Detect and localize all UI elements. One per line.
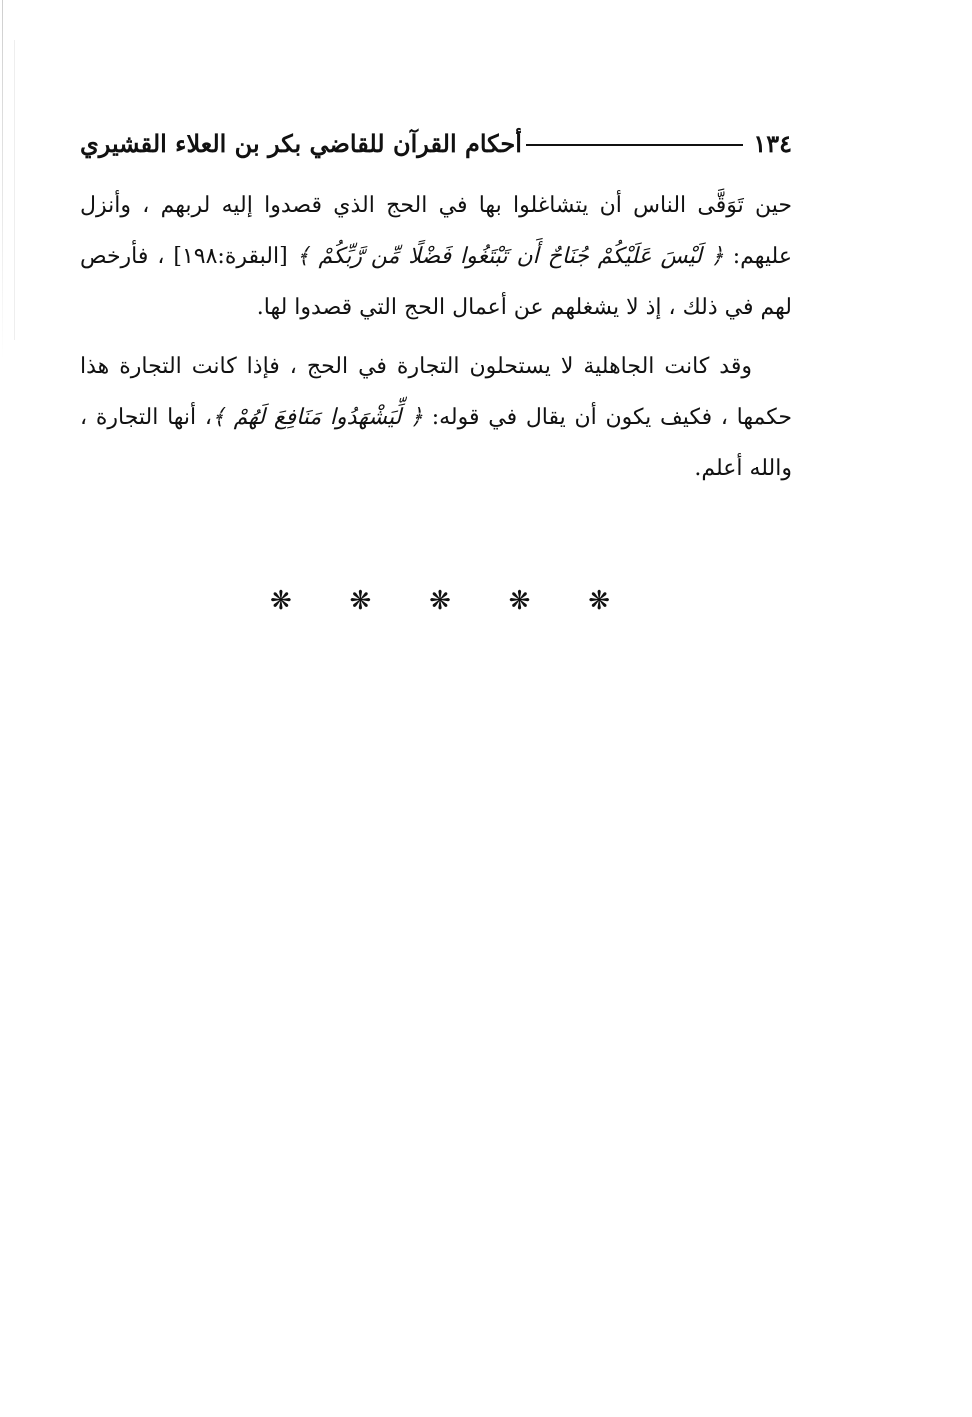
page-number: ١٣٤	[753, 129, 792, 158]
paragraph-2	[80, 341, 792, 494]
star-ornament-icon: ❋	[270, 586, 292, 616]
quran-verse-1: ﴿ لَيْسَ عَلَيْكُمْ جُنَاحٌ أَن تَبْتَغُوا فَضْلًا مِّن رَّبِّكُمْ ﴾	[296, 244, 724, 269]
star-ornament-icon: ❋	[508, 586, 531, 616]
paragraph-2-text-start: وقد كانت الجاهلية لا يستحلون التجارة في الحج ، فإذا كانت التجارة هذا حكمها ، فكيف يكون أن يقال في قوله:	[80, 354, 792, 430]
star-ornament-icon: ❋	[429, 586, 451, 616]
paragraph-1-text-start: حين تَوَقَّى الناس أن يتشاغلوا بها في الحج الذي قصدوا إليه لربهم ، وأنزل عليهم:	[80, 193, 792, 269]
star-ornament-icon: ❋	[349, 586, 372, 616]
scan-edge-shadow-inner	[14, 40, 15, 340]
paragraph-1-text-end: [البقرة:١٩٨] ، فأرخص لهم في ذلك ، إذ لا يشغلهم عن أعمال الحج التي قصدوا لها.	[80, 244, 792, 320]
document-page	[80, 110, 792, 502]
book-title: أحكام القرآن للقاضي بكر بن العلاء القشيري	[80, 129, 522, 158]
paragraph-1	[80, 180, 792, 333]
section-divider	[270, 586, 610, 616]
scan-edge-shadow	[2, 0, 3, 360]
quran-verse-2: ﴿ لِّيَشْهَدُوا مَنَافِعَ لَهُمْ ﴾	[212, 405, 423, 430]
paragraph-2-text-end: ، أنها التجارة ، والله أعلم.	[80, 405, 792, 481]
star-ornament-icon: ❋	[588, 586, 610, 616]
body-text	[80, 180, 792, 494]
running-header	[80, 110, 792, 158]
header-rule	[526, 144, 743, 146]
